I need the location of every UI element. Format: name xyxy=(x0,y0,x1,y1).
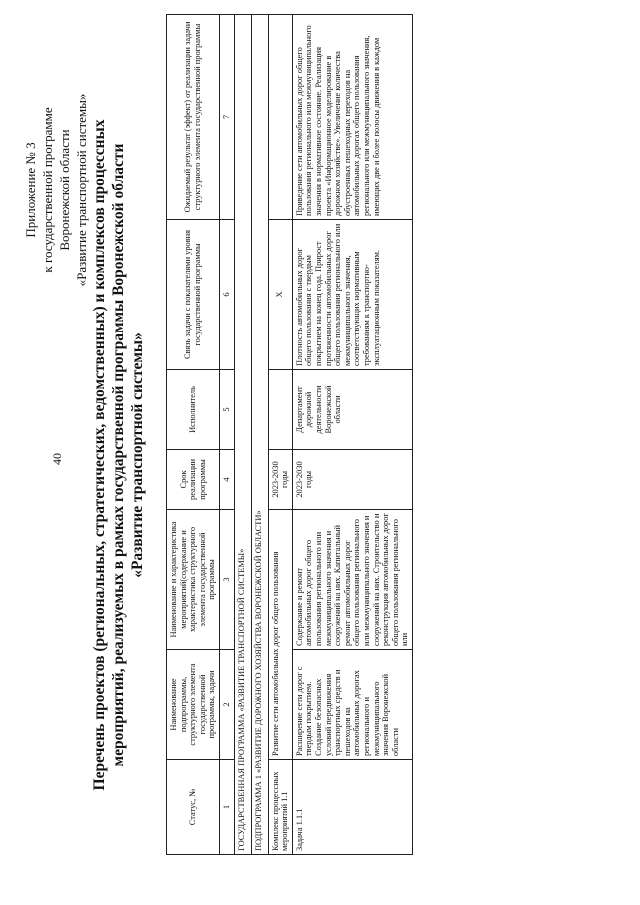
column-number: 3 xyxy=(219,510,234,650)
column-number: 5 xyxy=(219,370,234,450)
empty-cell xyxy=(268,370,292,450)
column-number: 1 xyxy=(219,760,234,855)
column-number-row xyxy=(219,15,234,855)
title-line: Перечень проектов (региональных, стратегических, ведомственных) и комплексов процессных xyxy=(91,119,108,791)
document-title xyxy=(90,65,147,845)
column-number: 7 xyxy=(219,15,234,220)
appendix-line: Воронежской области xyxy=(57,129,72,251)
header-cell: Наименование подпрограммы, структурного элемента государственной программы, задачи xyxy=(167,650,220,760)
table-header-row xyxy=(167,15,220,855)
x-mark: Х xyxy=(268,220,292,370)
program-row xyxy=(234,15,251,855)
column-number: 4 xyxy=(219,450,234,510)
column-number: 2 xyxy=(219,650,234,760)
column-number: 6 xyxy=(219,220,234,370)
header-cell: Наименование и характеристика мероприятий(содержание и характеристика структурного элемента государственной программы xyxy=(167,510,220,650)
appendix-header xyxy=(22,30,90,350)
complex-row xyxy=(268,15,292,855)
title-line: мероприятий, реализуемых в рамках государственной программы Воронежской области xyxy=(110,143,127,767)
task-indicators: Плотность автомобильных дорог общего пользования с твердым покрытием на конец года. Прирост протяженности автомобильных дорог общего пользования регионального или межмуниципального значения, соответствующих нормативным требованиям к транспортно-эксплуатационным показателям. xyxy=(292,220,412,370)
task-result: Приведение сети автомобильных дорог общего пользования регионального или межмуниципального значения в нормативное состояние. Реализация проекта «Информационное моделирование в дорожном хозяйстве». Увеличение количества обустроенных пешеходных переходов на автомобильных дорогах общего пользования регионального или межмуниципального значения, имеющих две и более полосы движения в каждом xyxy=(292,15,412,220)
task-executor: Департамент дорожной деятельности Воронежской области xyxy=(292,370,412,450)
subprogram-title: ПОДПРОГРАММА 1 «РАЗВИТИЕ ДОРОЖНОГО ХОЗЯЙСТВА ВОРОНЕЖСКОЙ ОБЛАСТИ» xyxy=(251,15,268,855)
header-cell: Ожидаемый результат (эффект) от реализации задачи структурного элемента государственной программы xyxy=(167,15,220,220)
task-row xyxy=(292,15,412,855)
appendix-line: к государственной программе xyxy=(40,107,55,273)
subprogram-row xyxy=(251,15,268,855)
task-status: Задача 1.1.1 xyxy=(292,760,412,855)
program-title: ГОСУДАРСТВЕННАЯ ПРОГРАММА «РАЗВИТИЕ ТРАНСПОРТНОЙ СИСТЕМЫ» xyxy=(234,15,251,855)
header-cell: Срок реализации программы xyxy=(167,450,220,510)
complex-name: Развитие сети автомобильных дорог общего пользования xyxy=(268,510,292,760)
header-cell: Статус, № xyxy=(167,760,220,855)
page-number: 40 xyxy=(50,453,64,465)
projects-table xyxy=(166,14,413,855)
task-term: 2023-2030 годы xyxy=(292,450,412,510)
appendix-line: «Развитие транспортной системы» xyxy=(74,93,89,287)
empty-cell xyxy=(268,15,292,220)
task-measures: Содержание и ремонт автомобильных дорог общего пользования регионального или межмуниципального значения и сооружений на них. Капитальный ремонт автомобильных дорог общего пользования регионального или межмуниципального значения и сооружений на них. Строительство и реконструкция автомобильных дорог общего пользования регионального или xyxy=(292,510,412,650)
header-cell: Связь задачи с показателями уровня государственной программы xyxy=(167,220,220,370)
task-name: Расширение сети дорог с твердым покрытием. Создание безопасных условий передвижения транспортных средств и пешеходов на автомобильных дорогах регионального и межмуниципального значения Воронежской области xyxy=(292,650,412,760)
complex-term: 2023-2030 годы xyxy=(268,450,292,510)
header-cell: Исполнитель xyxy=(167,370,220,450)
title-line: «Развитие транспортной системы» xyxy=(129,332,146,578)
complex-status: Комплекс процессных мероприятий 1.1 xyxy=(268,760,292,855)
appendix-line: Приложение № 3 xyxy=(23,142,38,238)
